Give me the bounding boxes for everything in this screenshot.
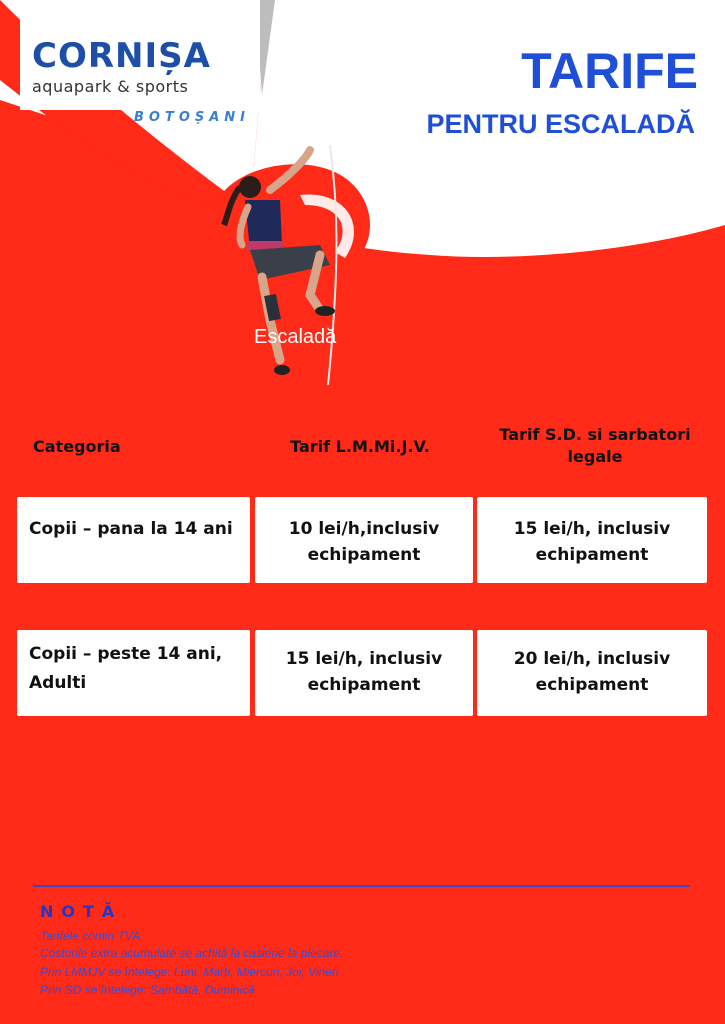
header-weekday: Tarif L.M.Mi.J.V. xyxy=(290,437,430,456)
notes-divider xyxy=(33,885,690,887)
row2-weekday xyxy=(255,630,473,716)
row1-category-text: Copii – pana la 14 ani xyxy=(29,519,233,539)
note-line-1: Tarifele contin TVA xyxy=(40,929,141,943)
page-title: TARIFE xyxy=(521,43,698,99)
brand-name: CORNIȘA xyxy=(32,36,211,76)
climber-photo xyxy=(210,145,370,385)
row2-weekday-text: 15 lei/h, inclusiv echipament xyxy=(285,649,443,695)
row1-weekend xyxy=(477,497,707,583)
brand-tagline: aquapark & sports xyxy=(32,77,189,96)
page-subtitle: PENTRU ESCALADĂ xyxy=(426,109,695,139)
notes-title: NOTĂ xyxy=(40,902,123,921)
row1-weekday xyxy=(255,497,473,583)
note-line-2: Costurile extra acumulate se achită la casierie la plecare. xyxy=(40,946,344,960)
row1-category xyxy=(17,497,250,583)
row2-category xyxy=(17,630,250,716)
header-weekend: Tarif S.D. si sarbatori legale xyxy=(499,425,691,466)
row1-weekday-text: 10 lei/h,inclusiv echipament xyxy=(288,519,440,565)
row2-weekend xyxy=(477,630,707,716)
brand-city: BOTOȘANI xyxy=(134,110,251,125)
row2-category-text: Copii – peste 14 ani, Adulti xyxy=(29,644,223,693)
note-line-4: Prin SD se întelege: Sambătă, Duminică xyxy=(40,983,255,997)
photo-caption: Escaladă xyxy=(254,326,337,348)
row1-weekend-text: 15 lei/h, inclusiv echipament xyxy=(513,519,671,565)
row2-weekend-text: 20 lei/h, inclusiv echipament xyxy=(513,649,671,695)
header-category: Categoria xyxy=(33,437,121,456)
note-line-3: Prin LMMJV se întelege: Luni, Marți, Miercuri, Joi, Vineri xyxy=(40,965,339,979)
